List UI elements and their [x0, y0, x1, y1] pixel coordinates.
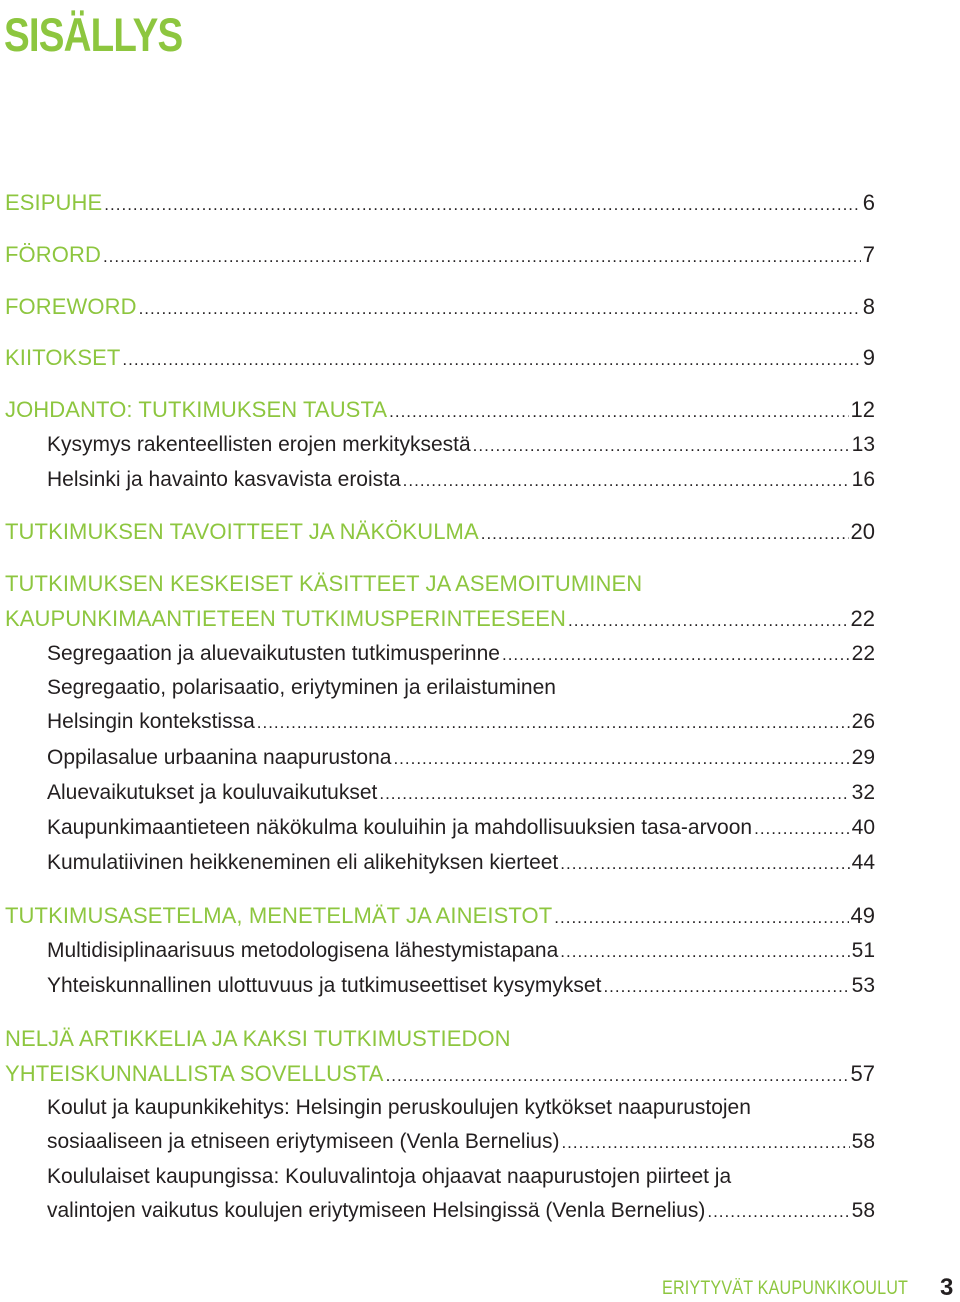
page-number: 3: [940, 1274, 954, 1301]
dot-leader: [386, 1059, 849, 1093]
toc-chapter-line: [5, 602, 875, 636]
toc-section-line: [47, 846, 875, 880]
toc-page-number: 9: [862, 345, 875, 370]
toc-chapter-line: [5, 341, 875, 375]
page-title: SISÄLLYS: [4, 8, 183, 61]
toc-page-number: 20: [850, 519, 875, 544]
dot-leader: [473, 429, 850, 463]
toc-chapter-line: [5, 290, 875, 324]
toc-chapter-line: [5, 899, 875, 933]
dot-leader: [560, 935, 849, 969]
toc-section-line: [47, 463, 875, 497]
toc-entry-label: TUTKIMUSASETELMA, MENETELMÄT JA AINEISTOT: [5, 903, 553, 928]
dot-leader: [139, 292, 861, 326]
toc-section-line: [47, 776, 875, 810]
toc-entry-label: Oppilasalue urbaanina naapurustona: [47, 746, 392, 769]
toc-section-line: [47, 934, 875, 968]
toc-page-number: 57: [850, 1061, 875, 1086]
toc-section-line: [47, 811, 875, 845]
dot-leader: [481, 517, 849, 551]
toc-page-number: 58: [851, 1199, 875, 1222]
toc-entry-label: TUTKIMUKSEN KESKEISET KÄSITTEET JA ASEMOITUMINEN: [5, 571, 643, 596]
dot-leader: [707, 1195, 849, 1229]
toc-section-line: [47, 741, 875, 775]
toc-page-number: 58: [851, 1130, 875, 1153]
toc-section-line: [47, 1125, 875, 1159]
toc-entry-label: sosiaaliseen ja etniseen eriytymiseen (Venla Bernelius): [47, 1130, 560, 1153]
toc-section-line: [47, 1160, 875, 1194]
toc-page-number: 13: [851, 433, 875, 456]
toc-entry-label: ESIPUHE: [5, 190, 103, 215]
toc-entry-label: Kumulatiivinen heikkeneminen eli alikehityksen kierteet: [47, 851, 559, 874]
toc-section-line: [47, 969, 875, 1003]
dot-leader: [379, 777, 849, 811]
toc-entry-label: NELJÄ ARTIKKELIA JA KAKSI TUTKIMUSTIEDON: [5, 1026, 511, 1051]
toc-entry-label: Multidisiplinaarisuus metodologisena lähestymistapana: [47, 939, 559, 962]
toc-entry-label: FÖRORD: [5, 242, 101, 267]
toc-chapter-line: [5, 567, 875, 601]
footer-label: ERIYTYVÄT KAUPUNKIKOULUT: [662, 1278, 909, 1299]
toc-entry-label: Segregaation ja aluevaikutusten tutkimusperinne: [47, 642, 500, 665]
toc-page-number: 29: [851, 746, 875, 769]
toc-section-line: [47, 637, 875, 671]
toc-page-number: 12: [850, 397, 875, 422]
toc-entry-label: Kaupunkimaantieteen näkökulma kouluihin ja mahdollisuuksien tasa-arvoon: [47, 816, 753, 839]
toc-page-number: 16: [851, 468, 875, 491]
toc-entry-label: KAUPUNKIMAANTIETEEN TUTKIMUSPERINTEESEEN: [5, 606, 567, 631]
toc-page-number: 53: [851, 974, 875, 997]
dot-leader: [257, 706, 850, 740]
toc-entry-label: YHTEISKUNNALLISTA SOVELLUSTA: [5, 1061, 384, 1086]
toc-section-line: [47, 428, 875, 462]
toc-section-line: [47, 1194, 875, 1228]
toc-section-line: [47, 671, 875, 705]
toc-page-number: 8: [862, 294, 875, 319]
toc-page-number: 32: [851, 781, 875, 804]
dot-leader: [603, 970, 849, 1004]
toc-entry-label: valintojen vaikutus koulujen eriytymiseen Helsingissä (Venla Bernelius): [47, 1199, 706, 1222]
dot-leader: [393, 742, 849, 776]
dot-leader: [122, 343, 860, 377]
toc-page-number: 22: [850, 606, 875, 631]
toc-entry-label: TUTKIMUKSEN TAVOITTEET JA NÄKÖKULMA: [5, 519, 479, 544]
dot-leader: [554, 901, 848, 935]
dot-leader: [561, 1126, 849, 1160]
toc-chapter-line: [5, 393, 875, 427]
dot-leader: [389, 395, 848, 429]
toc-entry-label: Aluevaikutukset ja kouluvaikutukset: [47, 781, 378, 804]
toc-section-line: [47, 705, 875, 739]
dot-leader: [754, 812, 850, 846]
toc-entry-label: Segregaatio, polarisaatio, eriytyminen ja erilaistuminen: [47, 676, 556, 699]
toc-page-number: 40: [851, 816, 875, 839]
toc-entry-label: Yhteiskunnallinen ulottuvuus ja tutkimuseettiset kysymykset: [47, 974, 602, 997]
dot-leader: [502, 638, 850, 672]
toc-entry-label: Koululaiset kaupungissa: Kouluvalintoja ohjaavat naapurustojen piirteet ja: [47, 1165, 732, 1188]
dot-leader: [560, 847, 849, 881]
toc-page-number: 7: [862, 242, 875, 267]
toc-entry-label: Helsingin kontekstissa: [47, 710, 255, 733]
toc-entry-label: Koulut ja kaupunkikehitys: Helsingin peruskoulujen kytkökset naapurustojen: [47, 1096, 751, 1119]
toc-page-number: 51: [851, 939, 875, 962]
toc-entry-label: JOHDANTO: TUTKIMUKSEN TAUSTA: [5, 397, 388, 422]
toc-entry-label: FOREWORD: [5, 294, 137, 319]
toc-chapter-line: [5, 515, 875, 549]
toc-chapter-line: [5, 1057, 875, 1091]
toc-chapter-line: [5, 1022, 875, 1056]
toc-section-line: [47, 1091, 875, 1125]
toc-entry-label: KIITOKSET: [5, 345, 121, 370]
dot-leader: [103, 240, 861, 274]
toc-entry-label: Kysymys rakenteellisten erojen merkityksestä: [47, 433, 471, 456]
toc-chapter-line: [5, 238, 875, 272]
toc-page-number: 49: [850, 903, 875, 928]
toc-page-number: 26: [851, 710, 875, 733]
toc-chapter-line: [5, 186, 875, 220]
dot-leader: [403, 464, 850, 498]
toc-page-number: 22: [851, 642, 875, 665]
dot-leader: [568, 604, 849, 638]
dot-leader: [104, 188, 860, 222]
toc-page-number: 6: [862, 190, 875, 215]
toc-entry-label: Helsinki ja havainto kasvavista eroista: [47, 468, 401, 491]
toc-page-number: 44: [851, 851, 875, 874]
